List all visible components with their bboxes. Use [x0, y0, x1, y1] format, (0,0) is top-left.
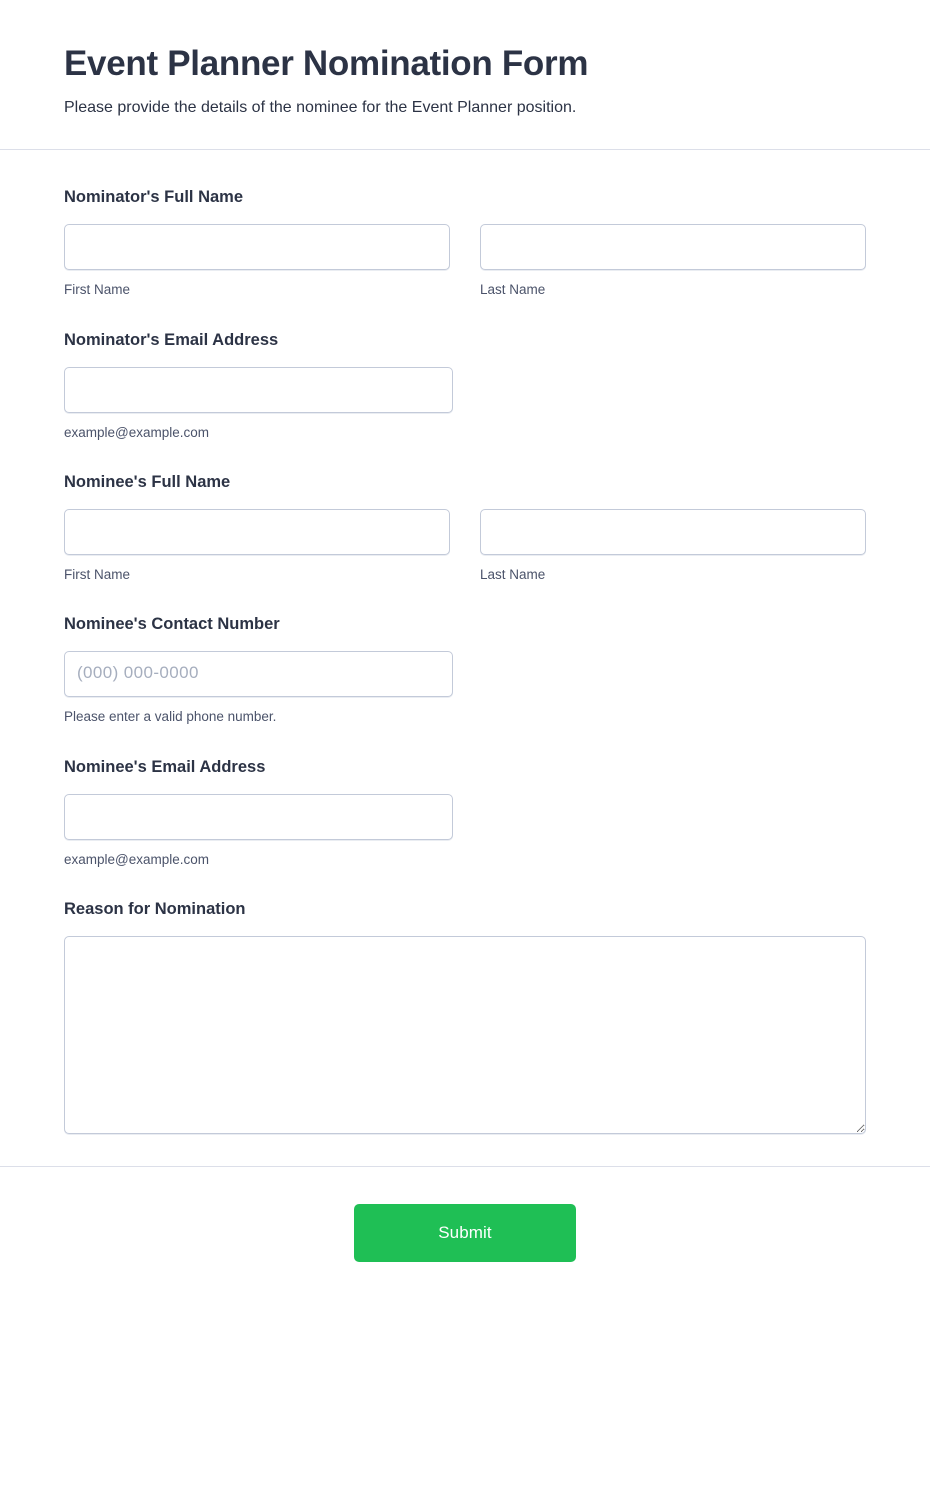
subfield-nominee-last-name: [480, 509, 866, 584]
nominee-phone-input[interactable]: [64, 651, 453, 697]
field-label-nominee-email: Nominee's Email Address: [64, 757, 266, 776]
subfield-reason: [64, 936, 866, 1134]
field-label-nominator-full-name: Nominator's Full Name: [64, 188, 244, 207]
field-nominator-email: [64, 331, 866, 441]
subfield-nominee-phone: [64, 651, 453, 726]
form-footer: [0, 1167, 930, 1262]
submit-button[interactable]: Submit: [354, 1204, 576, 1262]
subfield-nominator-last-name: [480, 224, 866, 299]
page-subtitle: Please provide the details of the nominee for the Event Planner position.: [64, 99, 577, 117]
sub-label-nominator-last-name: Last Name: [480, 282, 546, 298]
subfield-nominator-first-name: [64, 224, 450, 299]
form-body: [0, 150, 930, 1134]
subfield-nominee-email: [64, 794, 453, 869]
sub-label-nominator-email: example@example.com: [64, 424, 210, 440]
field-nominee-email: [64, 758, 866, 868]
subfield-nominee-first-name: [64, 509, 450, 584]
nominator-email-input[interactable]: [64, 367, 453, 413]
field-reason-for-nomination: [64, 900, 866, 1134]
field-row-nominee-email: [64, 794, 866, 869]
page-title: Event Planner Nomination Form: [64, 44, 589, 83]
field-label-nominee-full-name: Nominee's Full Name: [64, 473, 231, 492]
nominator-first-name-input[interactable]: [64, 224, 450, 270]
nominator-last-name-input[interactable]: [480, 224, 866, 270]
field-nominator-full-name: [64, 188, 866, 298]
field-row-nominator-email: [64, 367, 866, 442]
field-nominee-phone: [64, 615, 866, 725]
nominee-first-name-input[interactable]: [64, 509, 450, 555]
field-label-nominator-email: Nominator's Email Address: [64, 330, 279, 349]
sub-label-nominee-email: example@example.com: [64, 851, 210, 867]
field-row-reason: [64, 936, 866, 1134]
field-nominee-full-name: [64, 473, 866, 583]
nominee-last-name-input[interactable]: [480, 509, 866, 555]
field-label-nominee-phone: Nominee's Contact Number: [64, 615, 280, 634]
nominee-email-input[interactable]: [64, 794, 453, 840]
subfield-nominator-email: [64, 367, 453, 442]
sub-label-nominee-phone: Please enter a valid phone number.: [64, 709, 277, 725]
sub-label-nominee-last-name: Last Name: [480, 566, 546, 582]
field-row-nominee-phone: [64, 651, 866, 726]
sub-label-nominee-first-name: First Name: [64, 566, 131, 582]
field-label-reason-for-nomination: Reason for Nomination: [64, 900, 246, 919]
field-row-nominee-name: [64, 509, 866, 584]
form-header: [0, 0, 930, 149]
sub-label-nominator-first-name: First Name: [64, 282, 131, 298]
reason-for-nomination-textarea[interactable]: [64, 936, 866, 1134]
field-row-nominator-name: [64, 224, 866, 299]
